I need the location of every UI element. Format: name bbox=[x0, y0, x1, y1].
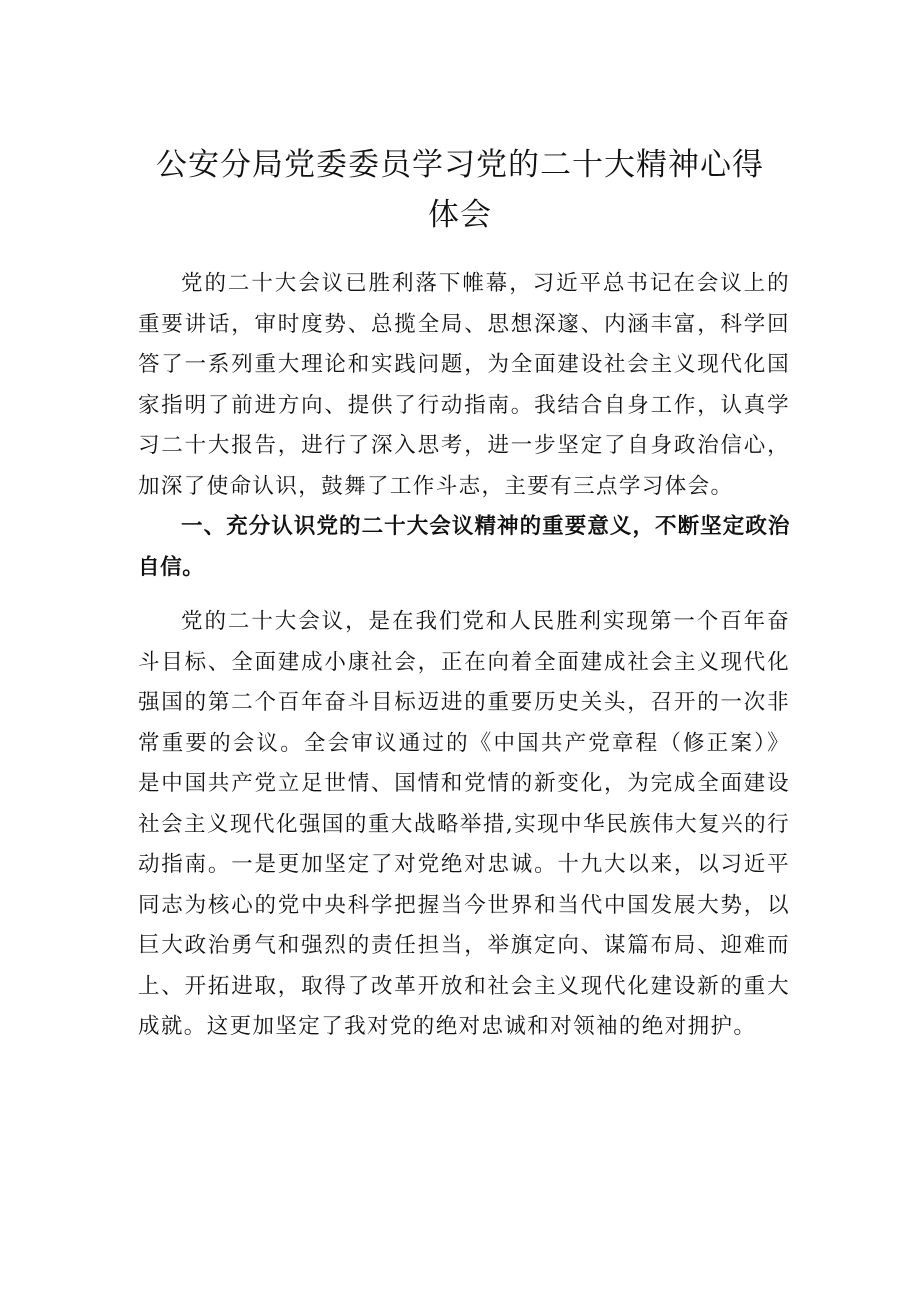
document-title-line-1: 公安分局党委委员学习党的二十大精神心得 bbox=[156, 147, 764, 183]
document-title bbox=[120, 140, 800, 240]
section-heading-1: 一、充分认识党的二十大会议精神的重要意义，不断坚定政治自信。 bbox=[138, 514, 790, 580]
intro-paragraph: 党的二十大会议已胜利落下帷幕，习近平总书记在会议上的重要讲话，审时度势、总揽全局、思想深邃、内涵丰富，科学回答了一系列重大理论和实践问题，为全面建设社会主义现代化国家指明了前进方向、提供了行动指南。我结合自身工作，认真学习二十大报告，进行了深入思考，进一步坚定了自身政治信心，加深了使命认识，鼓舞了工作斗志，主要有三点学习体会。 bbox=[138, 271, 790, 499]
document-title-line-2: 体会 bbox=[428, 197, 492, 233]
section-1-paragraph: 党的二十大会议，是在我们党和人民胜利实现第一个百年奋斗目标、全面建成小康社会，正在向着全面建成社会主义现代化强国的第二个百年奋斗目标迈进的重要历史关头，召开的一次非常重要的会议。全会审议通过的《中国共产党章程（修正案）》是中国共产党立足世情、国情和党情的新变化，为完成全面建设社会主义现代化强国的重大战略举措,实现中华民族伟大复兴的行动指南。一是更加坚定了对党绝对忠诚。十九大以来，以习近平同志为核心的党中央科学把握当今世界和当代中国发展大势，以巨大政治勇气和强烈的责任担当，举旗定向、谋篇布局、迎难而上、开拓进取，取得了改革开放和社会主义现代化建设新的重大成就。这更加坚定了我对党的绝对忠诚和对领袖的绝对拥护。 bbox=[138, 609, 790, 1039]
document-body bbox=[138, 264, 790, 1048]
